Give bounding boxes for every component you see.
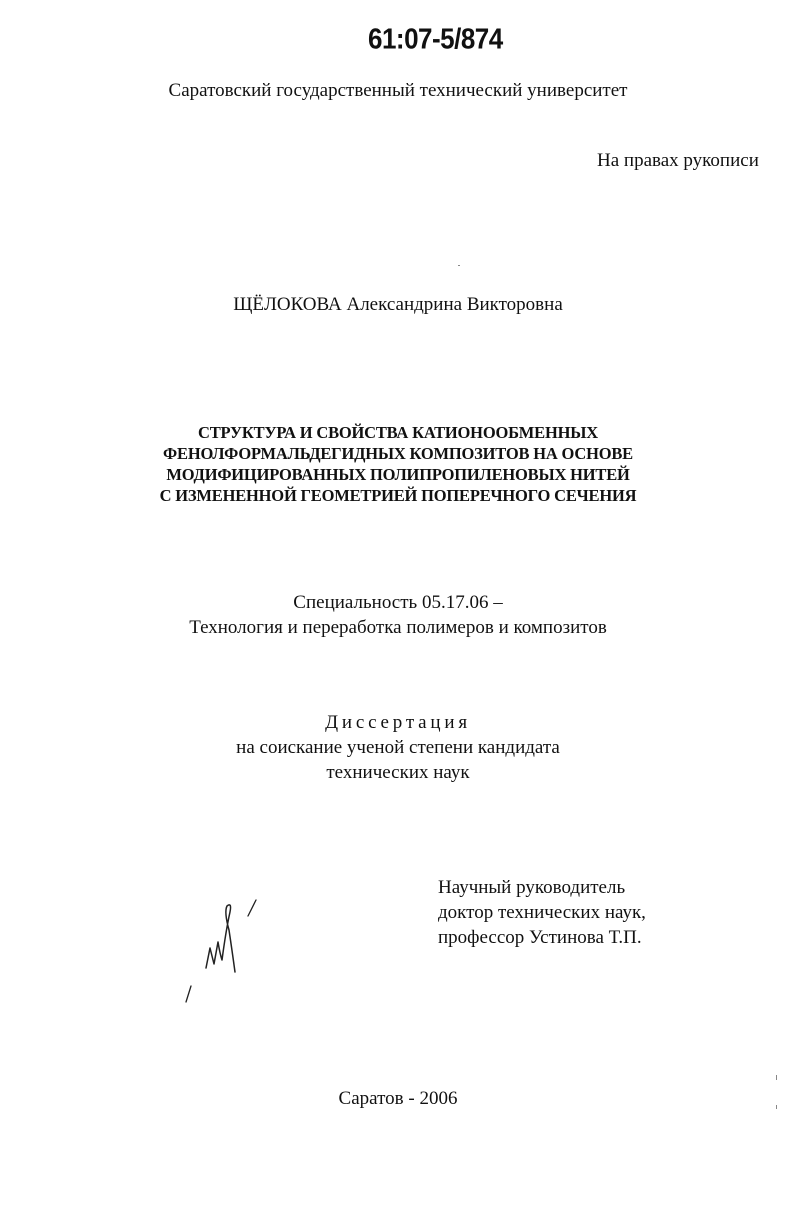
rights-note: На правах рукописи — [597, 150, 759, 171]
scan-speck — [776, 1075, 777, 1080]
author-name: ЩЁЛОКОВА Александрина Викторовна — [233, 294, 563, 315]
advisor-role: Научный руководитель — [438, 877, 626, 898]
degree-field: технических наук — [326, 762, 470, 783]
advisor-block — [438, 875, 646, 950]
title-line: МОДИФИЦИРОВАННЫХ ПОЛИПРОПИЛЕНОВЫХ НИТЕЙ — [166, 465, 630, 484]
dissertation-type-block — [0, 710, 796, 785]
dissertation-title — [0, 422, 796, 506]
title-line: ФЕНОЛФОРМАЛЬДЕГИДНЫХ КОМПОЗИТОВ НА ОСНОВЕ — [163, 444, 633, 463]
specialty-code: Специальность 05.17.06 – — [293, 592, 503, 613]
scan-speck — [458, 265, 460, 266]
degree-line: на соискание ученой степени кандидата — [236, 737, 560, 758]
advisor-name: профессор Устинова Т.П. — [438, 927, 642, 948]
handwritten-signature — [180, 890, 280, 1010]
specialty-block — [0, 590, 796, 640]
title-line: С ИЗМЕНЕННОЙ ГЕОМЕТРИЕЙ ПОПЕРЕЧНОГО СЕЧЕНИЯ — [159, 486, 637, 505]
university-name: Саратовский государственный технический университет — [168, 80, 628, 101]
dissertation-heading: Диссертация — [325, 712, 471, 733]
title-line: СТРУКТУРА И СВОЙСТВА КАТИОНООБМЕННЫХ — [198, 423, 598, 442]
advisor-degree: доктор технических наук, — [438, 902, 646, 923]
specialty-name: Технология и переработка полимеров и композитов — [189, 617, 607, 638]
archive-stamp: 61:07-5/874 — [368, 22, 503, 55]
city-year: Саратов - 2006 — [338, 1088, 458, 1109]
